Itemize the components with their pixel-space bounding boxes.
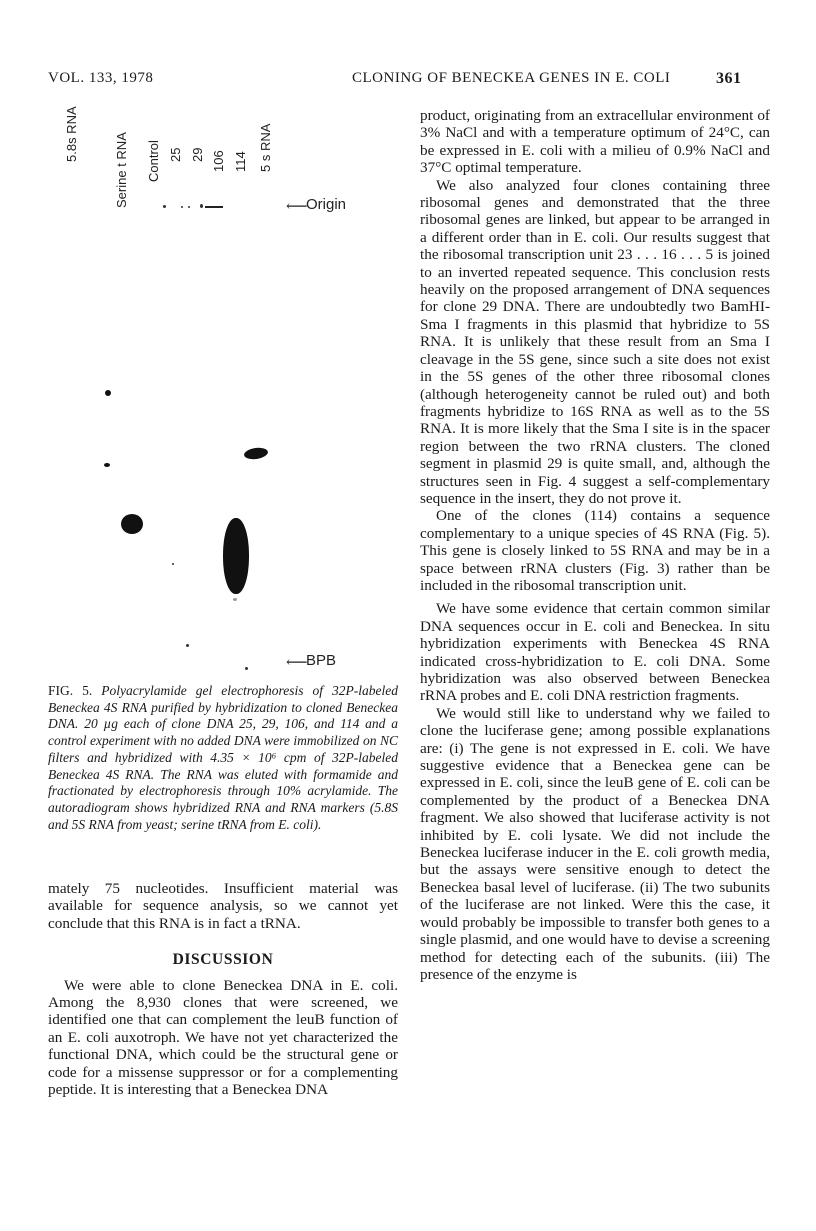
band-clone-114-4s [243, 446, 268, 460]
bpb-dot [245, 667, 248, 670]
paragraph-right-2: We also analyzed four clones containing three ribosomal genes and demonstrated that the three ribosomal genes are linked, but appear to be arranged in a different order than in E. coli. Our results suggest that the ribosomal transcription unit 23 . . . 16 . . . 5 is joined to an inverted repeated sequence. This conclusion rests heavily on the proposed arrangement of DNA sequences for clone 29 DNA. There are undoubtedly two BamHI-Sma I fragments in this plasmid that hybridize to 5S RNA. It is unlikely that these result from an Sma I cleavage in the 5S gene, since such a site does not exist in the 5S genes of the other three ribosomal clones (although heterogeneity cannot be ruled out) and both fragments hybridize to 16S RNA as well as to the 5S RNA. It is more likely that the Sma I site is in the spacer region between the two rRNA clusters. The cloned segment in plasmid 29 is quite small, and, although the structures seen in Fig. 4 suggest a self-complementary sequence in the insert, they do not prove it. [420, 176, 770, 507]
header-volume: VOL. 133, 1978 [48, 70, 154, 86]
section-heading-discussion: DISCUSSION [172, 951, 274, 969]
lane-label-serine-trna: Serine t RNA [114, 132, 129, 208]
lane-label-25: 25 [168, 147, 183, 162]
gel-figure [48, 98, 398, 676]
right-column-body [420, 107, 770, 983]
header-page-number: 361 [716, 70, 742, 87]
caption-text: Polyacrylamide gel electrophoresis of 32P-labeled Beneckea 4S RNA purified by hybridization to cloned Beneckea DNA. 20 µg each of clone DNA 25, 29, 106, and 114 and a control experiment with no added DNA were immobilized on NC filters and hybridized with 4.35 × 10⁶ cpm of 32P-labeled Beneckea 4S RNA. The RNA was eluted with formamide and fractionated by electrophoresis through 10% acrylamide. The autoradiogram shows hybridized RNA and RNA markers (5.8S and 5S RNA from yeast; serine tRNA from E. coli). [48, 683, 398, 832]
paragraph-right-4: We have some evidence that certain common similar DNA sequences occur in E. coli and Beneckea. In situ hybridization experiments with Beneckea 4S RNA indicated cross-hybridization to E. coli DNA. Some hybridization was also observed between Beneckea rRNA probes and E. coli DNA restriction fragments. [420, 600, 770, 705]
left-column-body [48, 880, 398, 1098]
origin-well [200, 204, 203, 208]
paragraph-right-5: We would still like to understand why we failed to clone the luciferase gene; among possible explanations are: (i) The gene is not expressed in E. coli. We have suggestive evidence that a Beneckea gene can be expressed in E. coli, since the leuB gene of E. coli can be complemented by the product of a Beneckea DNA fragment. We also showed that luciferase activity is not inhibited by E. coli lysate. We did not include the Beneckea luciferase inducer in the E. coli growth media, but the assays were sensitive enough to detect the Beneckea basal level of luciferase. (ii) The two subunits of the luciferase are not linked. Were this the case, it would probably be impossible to transfer both genes to a single plasmid, and one would have to devise a screening method for detecting each of the subunits. (iii) The presence of the enzyme is [420, 704, 770, 983]
lane-label-control: Control [146, 140, 161, 182]
origin-well [181, 206, 183, 208]
paragraph-right-1: product, originating from an extracellular environment of 3% NaCl and with a temperature optimum of 24°C, can be expressed in E. coli with a milieu of 0.9% NaCl and 37°C optimal temperature. [420, 107, 770, 177]
origin-well [205, 206, 223, 208]
paragraph-right-3: One of the clones (114) contains a sequence complementary to a unique species of 4S RNA (Fig. 5). This gene is closely linked to 5S RNA and may be in a space between rRNA clusters (Fig. 3) rather than be included in the ribosomal transcription unit. [420, 507, 770, 594]
origin-well [163, 205, 166, 208]
band-5.8s-lower [104, 463, 110, 467]
band-5.8s-upper [105, 390, 111, 396]
origin-well [188, 206, 190, 208]
paragraph-discussion-1: We were able to clone Beneckea DNA in E. coli. Among the 8,930 clones that were screened, we identified one that can complement the leuB function of an E. coli auxotroph. We have not yet characterized the functional DNA, which could be the structural gene or code for a missense suppressor or for a complementing peptide. It is interesting that a Beneckea DNA [48, 976, 398, 1099]
paragraph-continuation: mately 75 nucleotides. Insufficient material was available for sequence analysis, so we cannot yet conclude that this RNA is in fact a tRNA. [48, 880, 398, 932]
band-5s-rna [223, 518, 249, 594]
lane-label-29: 29 [190, 147, 205, 162]
header-running-title: CLONING OF BENECKEA GENES IN E. COLI [352, 70, 671, 86]
lane-label-5.8s-rna: 5.8s RNA [64, 106, 79, 162]
lane-label-5s-rna: 5 s RNA [258, 123, 273, 172]
bpb-label: BPB [306, 652, 337, 669]
lane-label-114: 114 [233, 151, 248, 172]
figure-caption [48, 683, 398, 833]
bpb-dot [186, 644, 189, 647]
lane-label-106: 106 [211, 150, 226, 172]
band-serine-trna [121, 514, 143, 534]
origin-arrow-icon: ⟵ [286, 199, 308, 215]
speck [233, 598, 237, 601]
caption-lead: FIG. 5. [48, 683, 93, 698]
bpb-arrow-icon: ⟵ [286, 655, 308, 671]
speck [172, 563, 174, 565]
origin-label: Origin [306, 196, 347, 213]
